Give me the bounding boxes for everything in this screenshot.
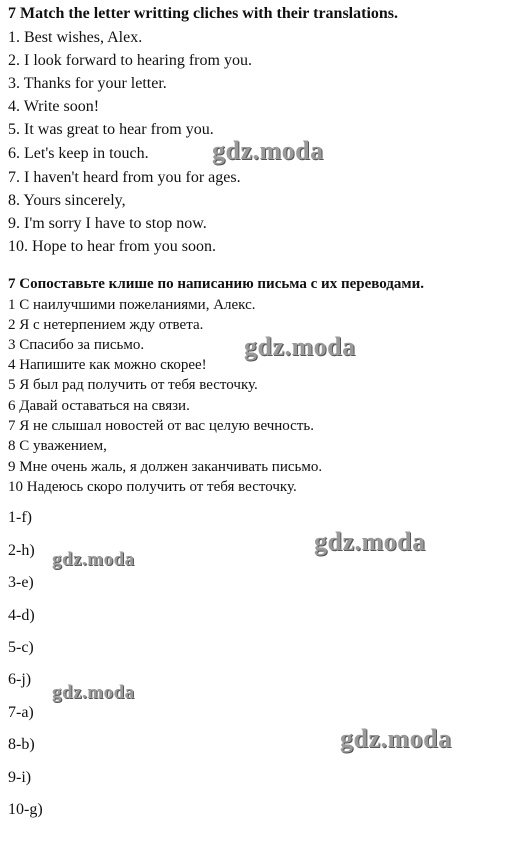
- english-item-8: 8. Yours sincerely,: [8, 192, 126, 209]
- russian-item-10: 10 Надеюсь скоро получить от тебя весточку.: [8, 479, 297, 495]
- english-item-4: 4. Write soon!: [8, 98, 100, 115]
- watermark: gdz.moda: [212, 136, 324, 165]
- watermark: gdz.moda: [340, 724, 452, 753]
- russian-item-1: 1 С наилучшими пожеланиями, Алекс.: [8, 297, 256, 313]
- russian-item-9: 9 Мне очень жаль, я должен заканчивать письмо.: [8, 459, 323, 475]
- english-heading: 7 Match the letter writting cliches with their translations.: [8, 5, 399, 22]
- english-item-10: 10. Hope to hear from you soon.: [8, 238, 216, 255]
- answer-7: 7-a): [8, 704, 34, 721]
- watermark: gdz.moda: [314, 527, 426, 556]
- answer-2: 2-h): [8, 542, 35, 559]
- answer-10: 10-g): [8, 801, 43, 818]
- english-item-9: 9. I'm sorry I have to stop now.: [8, 215, 207, 232]
- answer-5: 5-c): [8, 639, 34, 656]
- answer-6: 6-j): [8, 671, 32, 688]
- russian-item-3: 3 Спасибо за письмо.: [8, 337, 145, 353]
- answer-8: 8-b): [8, 736, 35, 753]
- watermark: gdz.moda: [52, 682, 135, 703]
- answer-3: 3-e): [8, 574, 34, 591]
- watermark: gdz.moda: [244, 332, 356, 361]
- english-item-7: 7. I haven't heard from you for ages.: [8, 169, 241, 186]
- answer-4: 4-d): [8, 607, 35, 624]
- english-item-5: 5. It was great to hear from you.: [8, 121, 214, 138]
- russian-item-2: 2 Я с нетерпением жду ответа.: [8, 317, 204, 333]
- russian-item-6: 6 Давай оставаться на связи.: [8, 398, 190, 414]
- russian-item-5: 5 Я был рад получить от тебя весточку.: [8, 377, 258, 393]
- russian-item-4: 4 Напишите как можно скорее!: [8, 357, 207, 373]
- russian-item-7: 7 Я не слышал новостей от вас целую вечность.: [8, 418, 314, 434]
- english-item-2: 2. I look forward to hearing from you.: [8, 52, 252, 69]
- watermark: gdz.moda: [52, 549, 135, 570]
- answer-9: 9-i): [8, 769, 32, 786]
- answer-1: 1-f): [8, 509, 32, 526]
- english-item-1: 1. Best wishes, Alex.: [8, 29, 143, 46]
- russian-item-8: 8 С уважением,: [8, 438, 107, 454]
- english-item-3: 3. Thanks for your letter.: [8, 75, 167, 92]
- russian-heading: 7 Сопоставьте клише по написанию письма с их переводами.: [8, 276, 425, 292]
- english-item-6: 6. Let's keep in touch.: [8, 145, 149, 162]
